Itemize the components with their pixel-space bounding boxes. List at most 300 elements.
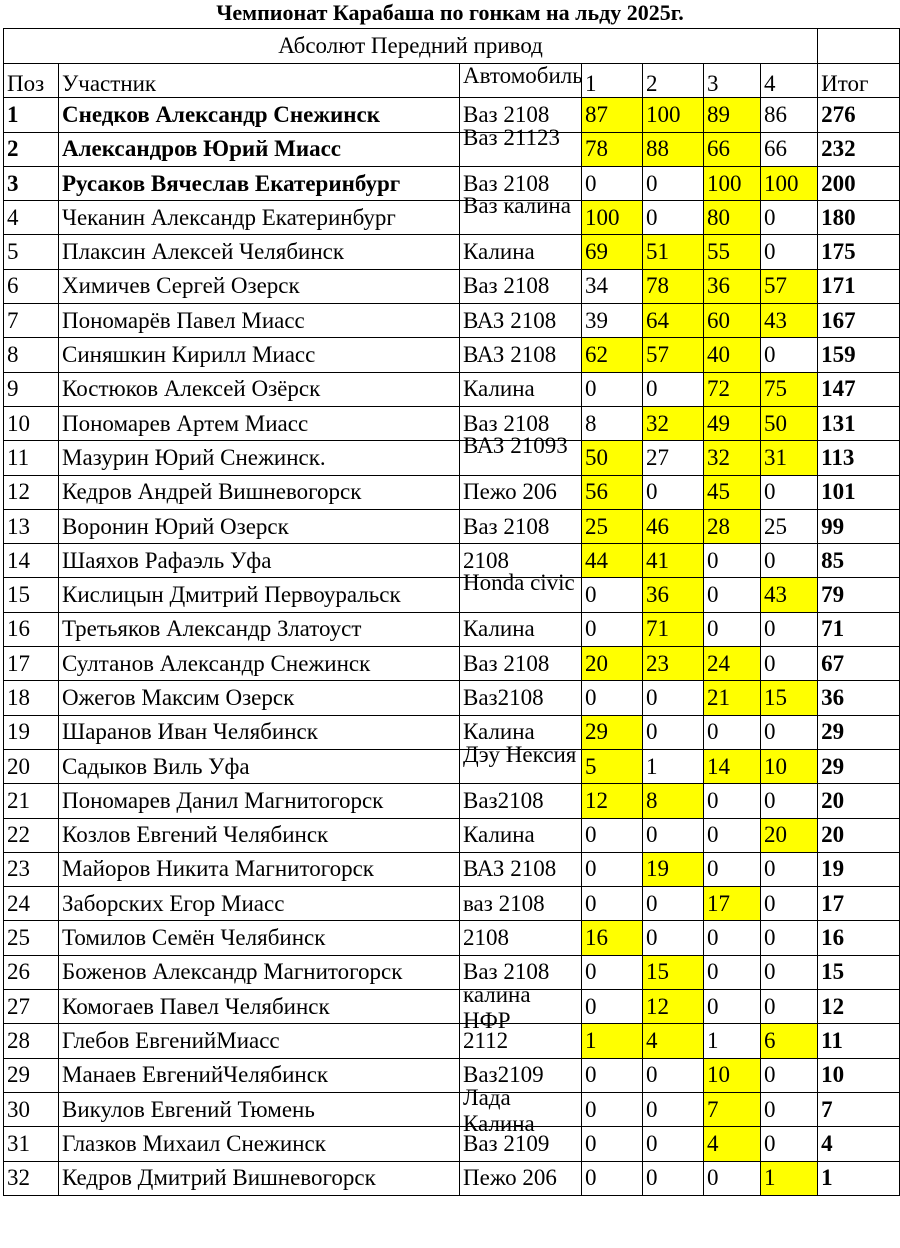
cell-round-4: 43	[761, 578, 818, 612]
cell-round-4: 0	[761, 235, 818, 269]
cell-round-1: 62	[582, 338, 643, 372]
cell-pos: 2	[4, 132, 59, 166]
cell-pos: 7	[4, 304, 59, 338]
cell-round-2: 32	[643, 406, 704, 440]
cell-pos: 27	[4, 990, 59, 1024]
cell-round-3: 60	[704, 304, 761, 338]
cell-participant: Шаранов Иван Челябинск	[59, 715, 460, 749]
cell-round-3: 0	[704, 544, 761, 578]
cell-participant: Майоров Никита Магнитогорск	[59, 852, 460, 886]
cell-round-3: 10	[704, 1058, 761, 1092]
header-round-3: 3	[704, 64, 761, 98]
table-row	[4, 201, 900, 235]
cell-total: 12	[818, 990, 900, 1024]
cell-participant: Воронин Юрий Озерск	[59, 509, 460, 543]
header-car: Автомобиль	[460, 64, 582, 98]
cell-round-3: 0	[704, 818, 761, 852]
cell-round-4: 0	[761, 544, 818, 578]
table-row	[4, 304, 900, 338]
cell-round-4: 0	[761, 201, 818, 235]
table-row	[4, 269, 900, 303]
table-row	[4, 681, 900, 715]
cell-pos: 29	[4, 1058, 59, 1092]
cell-round-2: 0	[643, 1058, 704, 1092]
header-round-1: 1	[582, 64, 643, 98]
cell-total: 79	[818, 578, 900, 612]
cell-car: 2108	[460, 921, 582, 955]
cell-participant: Пономарев Артем Миасс	[59, 406, 460, 440]
cell-car: Ваз 2108	[460, 269, 582, 303]
cell-pos: 30	[4, 1092, 59, 1126]
cell-car: Калина	[460, 612, 582, 646]
table-row	[4, 441, 900, 475]
table-row	[4, 475, 900, 509]
cell-round-4: 0	[761, 612, 818, 646]
cell-round-4: 0	[761, 784, 818, 818]
cell-round-2: 88	[643, 132, 704, 166]
cell-participant: Александров Юрий Миасс	[59, 132, 460, 166]
cell-participant: Кедров Дмитрий Вишневогорск	[59, 1161, 460, 1195]
cell-participant: Пономарев Данил Магнитогорск	[59, 784, 460, 818]
cell-total: 20	[818, 784, 900, 818]
cell-total: 29	[818, 749, 900, 783]
table-row	[4, 235, 900, 269]
cell-total: 101	[818, 475, 900, 509]
cell-round-3: 28	[704, 509, 761, 543]
cell-car: Ваз 2108	[460, 98, 582, 132]
cell-round-2: 23	[643, 647, 704, 681]
table-row	[4, 715, 900, 749]
table-row	[4, 784, 900, 818]
cell-round-3: 40	[704, 338, 761, 372]
cell-round-2: 12	[643, 990, 704, 1024]
cell-pos: 17	[4, 647, 59, 681]
cell-round-2: 100	[643, 98, 704, 132]
cell-total: 232	[818, 132, 900, 166]
cell-round-1: 0	[582, 852, 643, 886]
cell-round-1: 0	[582, 372, 643, 406]
cell-total: 200	[818, 166, 900, 200]
cell-round-1: 87	[582, 98, 643, 132]
group-label: Абсолют Передний привод	[4, 29, 818, 64]
cell-participant: Русаков Вячеслав Екатеринбург	[59, 166, 460, 200]
cell-round-3: 0	[704, 852, 761, 886]
cell-car: Ваз 21123	[460, 132, 582, 166]
cell-pos: 18	[4, 681, 59, 715]
cell-total: 113	[818, 441, 900, 475]
cell-pos: 9	[4, 372, 59, 406]
cell-total: 171	[818, 269, 900, 303]
cell-participant: Кислицын Дмитрий Первоуральск	[59, 578, 460, 612]
table-row	[4, 887, 900, 921]
cell-round-3: 1	[704, 1024, 761, 1058]
cell-round-1: 12	[582, 784, 643, 818]
cell-car: ВАЗ 21093	[460, 441, 582, 475]
cell-participant: Третьяков Александр Златоуст	[59, 612, 460, 646]
cell-total: 147	[818, 372, 900, 406]
cell-pos: 8	[4, 338, 59, 372]
cell-pos: 11	[4, 441, 59, 475]
table-row	[4, 544, 900, 578]
cell-car: Ваз 2108	[460, 509, 582, 543]
cell-participant: Манаев ЕвгенийЧелябинск	[59, 1058, 460, 1092]
header-participant: Участник	[59, 64, 460, 98]
cell-round-2: 0	[643, 681, 704, 715]
cell-car: 2112	[460, 1024, 582, 1058]
cell-total: 15	[818, 955, 900, 989]
cell-round-3: 49	[704, 406, 761, 440]
cell-total: 131	[818, 406, 900, 440]
cell-round-1: 78	[582, 132, 643, 166]
cell-round-4: 0	[761, 852, 818, 886]
cell-round-1: 39	[582, 304, 643, 338]
cell-car: Ваз калина	[460, 201, 582, 235]
cell-total: 4	[818, 1127, 900, 1161]
cell-round-2: 0	[643, 818, 704, 852]
cell-round-2: 19	[643, 852, 704, 886]
table-row	[4, 372, 900, 406]
table-row	[4, 1058, 900, 1092]
cell-pos: 13	[4, 509, 59, 543]
cell-round-4: 0	[761, 338, 818, 372]
cell-car: Дэу Нексия	[460, 749, 582, 783]
cell-pos: 14	[4, 544, 59, 578]
cell-round-1: 100	[582, 201, 643, 235]
cell-round-3: 32	[704, 441, 761, 475]
cell-pos: 21	[4, 784, 59, 818]
cell-participant: Султанов Александр Снежинск	[59, 647, 460, 681]
column-header-row	[4, 64, 900, 98]
cell-participant: Снедков Александр Снежинск	[59, 98, 460, 132]
cell-car: Лада Калина	[460, 1092, 582, 1126]
header-pos: Поз	[4, 64, 59, 98]
cell-participant: Шаяхов Рафаэль Уфа	[59, 544, 460, 578]
cell-round-1: 0	[582, 578, 643, 612]
cell-round-1: 0	[582, 1127, 643, 1161]
table-row	[4, 338, 900, 372]
table-row	[4, 990, 900, 1024]
cell-round-2: 51	[643, 235, 704, 269]
cell-round-4: 20	[761, 818, 818, 852]
cell-car: Ваз 2108	[460, 166, 582, 200]
cell-car: Ваз2108	[460, 784, 582, 818]
cell-round-2: 41	[643, 544, 704, 578]
cell-round-1: 44	[582, 544, 643, 578]
cell-round-2: 0	[643, 921, 704, 955]
cell-round-3: 21	[704, 681, 761, 715]
cell-total: 167	[818, 304, 900, 338]
cell-car: Калина	[460, 372, 582, 406]
cell-total: 99	[818, 509, 900, 543]
table-row	[4, 955, 900, 989]
cell-pos: 26	[4, 955, 59, 989]
cell-round-4: 0	[761, 955, 818, 989]
cell-round-1: 0	[582, 1092, 643, 1126]
cell-round-1: 0	[582, 1161, 643, 1195]
cell-total: 36	[818, 681, 900, 715]
header-round-4: 4	[761, 64, 818, 98]
cell-pos: 32	[4, 1161, 59, 1195]
cell-round-3: 17	[704, 887, 761, 921]
cell-car: Ваз2108	[460, 681, 582, 715]
header-round-2: 2	[643, 64, 704, 98]
cell-total: 10	[818, 1058, 900, 1092]
cell-round-2: 0	[643, 201, 704, 235]
cell-round-4: 0	[761, 475, 818, 509]
cell-participant: Ожегов Максим Озерск	[59, 681, 460, 715]
cell-round-1: 0	[582, 990, 643, 1024]
cell-round-1: 34	[582, 269, 643, 303]
table-row	[4, 1092, 900, 1126]
cell-round-3: 80	[704, 201, 761, 235]
cell-round-3: 45	[704, 475, 761, 509]
cell-round-2: 1	[643, 749, 704, 783]
cell-round-3: 66	[704, 132, 761, 166]
cell-participant: Кедров Андрей Вишневогорск	[59, 475, 460, 509]
cell-round-2: 0	[643, 1092, 704, 1126]
cell-car: Ваз 2108	[460, 955, 582, 989]
cell-car: Ваз 2109	[460, 1127, 582, 1161]
cell-round-2: 4	[643, 1024, 704, 1058]
cell-round-2: 0	[643, 1127, 704, 1161]
table-row	[4, 612, 900, 646]
cell-pos: 23	[4, 852, 59, 886]
cell-round-3: 0	[704, 921, 761, 955]
cell-total: 17	[818, 887, 900, 921]
cell-participant: Глазков Михаил Снежинск	[59, 1127, 460, 1161]
cell-pos: 3	[4, 166, 59, 200]
cell-round-4: 57	[761, 269, 818, 303]
cell-round-4: 31	[761, 441, 818, 475]
cell-round-4: 25	[761, 509, 818, 543]
cell-pos: 24	[4, 887, 59, 921]
cell-total: 180	[818, 201, 900, 235]
cell-round-3: 0	[704, 715, 761, 749]
cell-participant: Боженов Александр Магнитогорск	[59, 955, 460, 989]
cell-round-4: 1	[761, 1161, 818, 1195]
cell-round-3: 0	[704, 955, 761, 989]
cell-round-4: 0	[761, 1092, 818, 1126]
cell-pos: 5	[4, 235, 59, 269]
table-row	[4, 406, 900, 440]
cell-round-2: 0	[643, 715, 704, 749]
table-row	[4, 818, 900, 852]
cell-participant: Чеканин Александр Екатеринбург	[59, 201, 460, 235]
header-total: Итог	[818, 64, 900, 98]
table-row	[4, 921, 900, 955]
cell-round-2: 0	[643, 372, 704, 406]
cell-pos: 22	[4, 818, 59, 852]
cell-round-3: 0	[704, 578, 761, 612]
cell-car: Ваз 2108	[460, 406, 582, 440]
cell-total: 19	[818, 852, 900, 886]
cell-round-4: 50	[761, 406, 818, 440]
cell-car: Ваз2109	[460, 1058, 582, 1092]
cell-round-4: 75	[761, 372, 818, 406]
cell-round-4: 0	[761, 921, 818, 955]
cell-participant: Садыков Виль Уфа	[59, 749, 460, 783]
cell-car: Пежо 206	[460, 475, 582, 509]
cell-round-4: 10	[761, 749, 818, 783]
cell-participant: Химичев Сергей Озерск	[59, 269, 460, 303]
cell-round-4: 0	[761, 1058, 818, 1092]
cell-round-1: 1	[582, 1024, 643, 1058]
cell-round-1: 8	[582, 406, 643, 440]
cell-round-4: 86	[761, 98, 818, 132]
cell-round-4: 43	[761, 304, 818, 338]
document-title: Чемпионат Карабаша по гонкам на льду 2025г.	[216, 0, 684, 25]
cell-participant: Мазурин Юрий Снежинск.	[59, 441, 460, 475]
table-row	[4, 647, 900, 681]
cell-round-3: 7	[704, 1092, 761, 1126]
group-header-row	[4, 29, 900, 64]
cell-pos: 16	[4, 612, 59, 646]
cell-pos: 19	[4, 715, 59, 749]
cell-total: 276	[818, 98, 900, 132]
cell-participant: Костюков Алексей Озёрск	[59, 372, 460, 406]
table-row	[4, 1024, 900, 1058]
cell-total: 67	[818, 647, 900, 681]
cell-round-1: 20	[582, 647, 643, 681]
results-table	[3, 28, 900, 1196]
cell-car: 2108	[460, 544, 582, 578]
cell-round-1: 0	[582, 955, 643, 989]
cell-round-4: 0	[761, 647, 818, 681]
cell-total: 175	[818, 235, 900, 269]
cell-car: Калина	[460, 715, 582, 749]
cell-round-1: 0	[582, 818, 643, 852]
cell-participant: Заборских Егор Миасс	[59, 887, 460, 921]
cell-pos: 12	[4, 475, 59, 509]
group-empty-cell	[818, 29, 900, 64]
cell-round-4: 0	[761, 990, 818, 1024]
cell-round-1: 0	[582, 1058, 643, 1092]
cell-participant: Синяшкин Кирилл Миасс	[59, 338, 460, 372]
cell-participant: Плаксин Алексей Челябинск	[59, 235, 460, 269]
cell-car: ВАЗ 2108	[460, 338, 582, 372]
cell-pos: 1	[4, 98, 59, 132]
table-row	[4, 1127, 900, 1161]
table-row	[4, 749, 900, 783]
cell-pos: 15	[4, 578, 59, 612]
cell-car: Пежо 206	[460, 1161, 582, 1195]
cell-round-3: 0	[704, 990, 761, 1024]
cell-round-2: 78	[643, 269, 704, 303]
cell-round-2: 0	[643, 1161, 704, 1195]
cell-total: 85	[818, 544, 900, 578]
cell-round-2: 71	[643, 612, 704, 646]
cell-round-1: 56	[582, 475, 643, 509]
cell-total: 16	[818, 921, 900, 955]
cell-participant: Томилов Семён Челябинск	[59, 921, 460, 955]
cell-round-2: 0	[643, 887, 704, 921]
cell-pos: 25	[4, 921, 59, 955]
cell-round-4: 0	[761, 715, 818, 749]
cell-car: калина НФР	[460, 990, 582, 1024]
cell-round-1: 5	[582, 749, 643, 783]
cell-round-1: 50	[582, 441, 643, 475]
cell-pos: 6	[4, 269, 59, 303]
cell-round-3: 0	[704, 784, 761, 818]
cell-round-3: 100	[704, 166, 761, 200]
cell-car: ваз 2108	[460, 887, 582, 921]
cell-round-3: 72	[704, 372, 761, 406]
cell-round-2: 8	[643, 784, 704, 818]
cell-total: 7	[818, 1092, 900, 1126]
cell-round-3: 4	[704, 1127, 761, 1161]
cell-car: Калина	[460, 235, 582, 269]
cell-total: 11	[818, 1024, 900, 1058]
cell-car: Калина	[460, 818, 582, 852]
cell-round-2: 0	[643, 475, 704, 509]
cell-participant: Пономарёв Павел Миасс	[59, 304, 460, 338]
cell-round-4: 66	[761, 132, 818, 166]
cell-round-4: 6	[761, 1024, 818, 1058]
table-row	[4, 166, 900, 200]
cell-round-3: 0	[704, 1161, 761, 1195]
cell-round-3: 36	[704, 269, 761, 303]
cell-pos: 31	[4, 1127, 59, 1161]
table-row	[4, 132, 900, 166]
cell-round-3: 0	[704, 612, 761, 646]
cell-participant: Комогаев Павел Челябинск	[59, 990, 460, 1024]
cell-round-3: 89	[704, 98, 761, 132]
cell-total: 159	[818, 338, 900, 372]
cell-round-4: 15	[761, 681, 818, 715]
cell-round-4: 0	[761, 1127, 818, 1161]
cell-round-2: 15	[643, 955, 704, 989]
cell-round-1: 69	[582, 235, 643, 269]
cell-round-1: 25	[582, 509, 643, 543]
cell-round-2: 57	[643, 338, 704, 372]
cell-round-2: 36	[643, 578, 704, 612]
cell-round-2: 27	[643, 441, 704, 475]
cell-total: 29	[818, 715, 900, 749]
cell-round-4: 0	[761, 887, 818, 921]
table-row	[4, 98, 900, 132]
table-row	[4, 509, 900, 543]
cell-pos: 4	[4, 201, 59, 235]
cell-total: 71	[818, 612, 900, 646]
table-row	[4, 578, 900, 612]
cell-car: Honda civic	[460, 578, 582, 612]
cell-round-2: 46	[643, 509, 704, 543]
cell-round-3: 24	[704, 647, 761, 681]
table-row	[4, 1161, 900, 1195]
cell-round-4: 100	[761, 166, 818, 200]
cell-total: 1	[818, 1161, 900, 1195]
cell-round-1: 16	[582, 921, 643, 955]
cell-round-1: 0	[582, 887, 643, 921]
cell-total: 20	[818, 818, 900, 852]
cell-participant: Козлов Евгений Челябинск	[59, 818, 460, 852]
cell-pos: 20	[4, 749, 59, 783]
cell-round-1: 0	[582, 166, 643, 200]
cell-car: Ваз 2108	[460, 647, 582, 681]
cell-car: ВАЗ 2108	[460, 304, 582, 338]
cell-round-3: 55	[704, 235, 761, 269]
cell-round-1: 29	[582, 715, 643, 749]
cell-round-1: 0	[582, 612, 643, 646]
cell-pos: 28	[4, 1024, 59, 1058]
cell-round-3: 14	[704, 749, 761, 783]
table-row	[4, 852, 900, 886]
cell-participant: Викулов Евгений Тюмень	[59, 1092, 460, 1126]
cell-participant: Глебов ЕвгенийМиасс	[59, 1024, 460, 1058]
cell-car: ВАЗ 2108	[460, 852, 582, 886]
cell-round-2: 0	[643, 166, 704, 200]
cell-pos: 10	[4, 406, 59, 440]
